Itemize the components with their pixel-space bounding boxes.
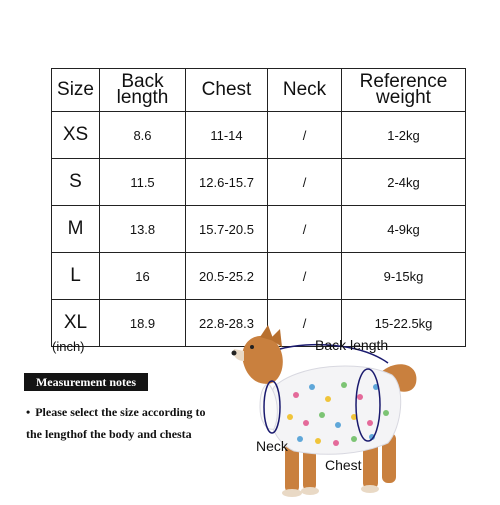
header-neck: Neck [268, 69, 342, 112]
back-length-cell: 18.9 [100, 300, 186, 347]
size-chart-table [51, 68, 466, 347]
neck-cell: / [268, 112, 342, 159]
neck-cell: / [268, 206, 342, 253]
weight-cell: 4-9kg [342, 206, 466, 253]
notes-line-2: the lengthof the body and chesta [26, 427, 192, 441]
weight-cell: 9-15kg [342, 253, 466, 300]
table-row [52, 112, 466, 159]
header-size: Size [52, 69, 100, 112]
chest-cell: 12.6-15.7 [186, 159, 268, 206]
chest-label: Chest [325, 457, 362, 473]
measurement-notes-title: Measurement notes [24, 373, 148, 391]
neck-label: Neck [256, 438, 288, 454]
back-length-cell: 13.8 [100, 206, 186, 253]
unit-note: (inch) [52, 339, 85, 354]
chest-cell: 22.8-28.3 [186, 300, 268, 347]
header-chest: Chest [186, 69, 268, 112]
notes-line-1: Please select the size according to [35, 405, 206, 419]
back-length-cell: 16 [100, 253, 186, 300]
table-row [52, 159, 466, 206]
size-cell: S [52, 159, 100, 206]
weight-cell: 2-4kg [342, 159, 466, 206]
header-back-length: Back length [100, 69, 186, 112]
weight-cell: 1-2kg [342, 112, 466, 159]
bullet-icon: • [26, 405, 31, 419]
back-length-cell: 11.5 [100, 159, 186, 206]
size-cell: L [52, 253, 100, 300]
neck-cell: / [268, 253, 342, 300]
weight-cell: 15-22.5kg [342, 300, 466, 347]
chest-cell: 20.5-25.2 [186, 253, 268, 300]
back-length-cell: 8.6 [100, 112, 186, 159]
measurement-notes-text [26, 401, 251, 445]
table-row [52, 206, 466, 253]
table-header-row [52, 69, 466, 112]
size-cell: XL [52, 300, 100, 347]
back-length-label: Back length [315, 337, 389, 353]
size-cell: M [52, 206, 100, 253]
neck-cell: / [268, 300, 342, 347]
chest-cell: 15.7-20.5 [186, 206, 268, 253]
dog-measurement-diagram [230, 325, 500, 500]
table-row [52, 253, 466, 300]
chest-cell: 11-14 [186, 112, 268, 159]
size-cell: XS [52, 112, 100, 159]
header-reference-weight: Reference weight [342, 69, 466, 112]
neck-cell: / [268, 159, 342, 206]
